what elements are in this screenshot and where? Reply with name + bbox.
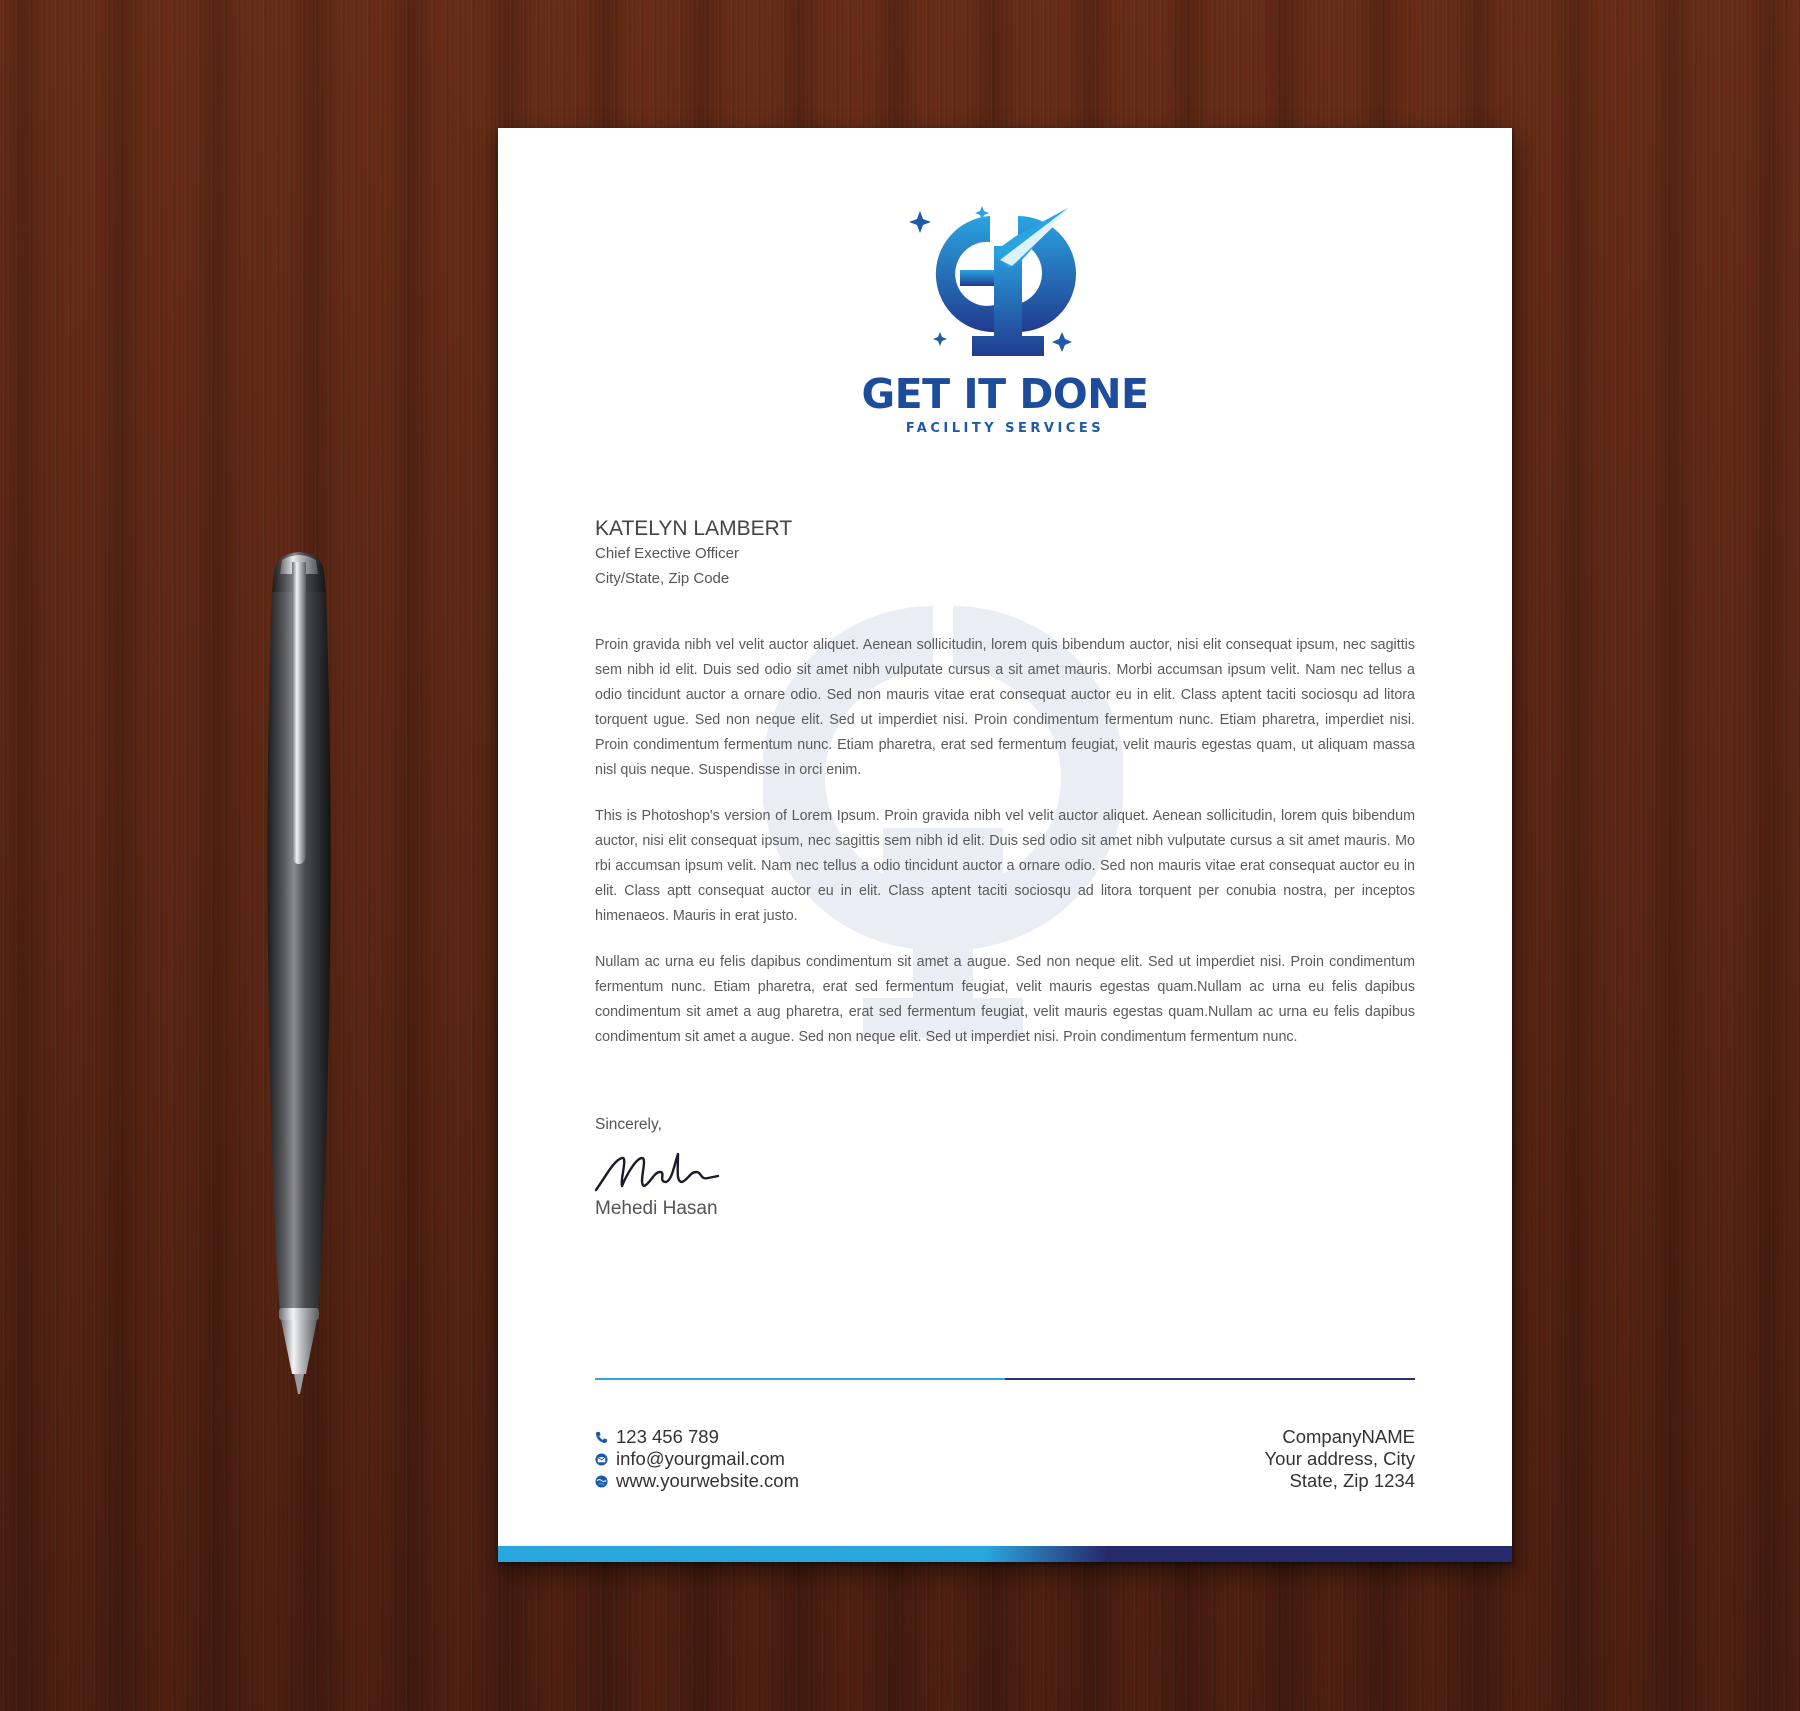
address-company: CompanyNAME — [1282, 1426, 1415, 1447]
brand-tagline: FACILITY SERVICES — [905, 421, 1105, 436]
recipient-block — [595, 517, 792, 591]
contact-website-text: www.yourwebsite.com — [616, 1470, 800, 1491]
body-paragraph-3: Nullam ac urna eu felis dapibus condimentum sit amet a augue. Sed non neque elit. Sed ut imperdiet nisi. Proin condimentum fermentum nunc. Etiam pharetra, erat sed fermentum feugiat, velit mauris egestas quam.Nullam ac urna eu felis dapibus condimentum sit amet a aug pharetra, erat sed fermentum feugiat, velit mauris egestas quam.Nullam ac urna eu felis dapibus condimentum sit amet a augue. Sed non neque elit. Sed ut imperdiet nisi. Proin condimentum fermentum nunc. — [595, 954, 1415, 1045]
footer-color-bar — [498, 1546, 1512, 1562]
recipient-name: KATELYN LAMBERT — [595, 517, 793, 540]
letterhead-paper — [498, 128, 1512, 1562]
signature — [592, 1146, 724, 1196]
contact-email-text: info@yourgmail.com — [616, 1448, 785, 1469]
pen — [266, 552, 332, 1394]
globe-icon — [595, 1475, 608, 1488]
recipient-title: Chief Exective Officer — [595, 545, 739, 562]
company-logo-icon — [898, 186, 1112, 366]
email-icon — [595, 1453, 608, 1466]
contact-phone[interactable] — [595, 1426, 799, 1448]
signer-name: Mehedi Hasan — [595, 1198, 718, 1219]
contact-website[interactable] — [595, 1470, 799, 1492]
footer-divider — [595, 1378, 1415, 1380]
contact-email[interactable] — [595, 1448, 799, 1470]
body-paragraph-1: Proin gravida nibh vel velit auctor aliquet. Aenean sollicitudin, lorem quis bibendum auctor, nisi elit consequat ipsum, nec sagittis sem nibh id elit. Duis sed odio sit amet nibh vulputate cursus a sit amet mauris. Morbi accumsan ipsum velit. Nam nec tellus a odio tincidunt auctor a ornare odio. Sed non mauris vitae erat consequat auctor eu in elit. Class aptent taciti sociosqu ad litora torquent ugue. Sed non neque elit. Sed ut imperdiet nisi. Proin condimentum fermentum nunc. Etiam pharetra, imperdiet nisi. Proin condimentum fermentum nunc. Etiam pharetra, erat sed fermentum feugiat, velit mauris egestas quam, ut aliquam massa nisl quis neque. Suspendisse in orci enim. — [595, 637, 1415, 778]
body-paragraph-2: This is Photoshop's version of Lorem Ipsum. Proin gravida nibh vel velit auctor aliquet. Aenean sollicitudin, lorem quis bibendum auctor, nisi elit consequat ipsum, nec sagittis sem nibh id elit. Duis sed odio sit amet nibh vulputate cursus a sit amet mauris. Mo rbi accumsan ipsum velit. Nam nec tellus a odio tincidunt auctor a ornare odio. Sed non mauris vitae erat consequat auctor eu in elit. Class aptt consequat auctor eu in elit. Class aptent taciti sociosqu ad litora torquent per conubia nostra, per inceptos himenaeos. Mauris in erat justo. — [595, 808, 1415, 924]
contact-phone-text: 123 456 789 — [616, 1426, 719, 1447]
contact-list — [595, 1426, 799, 1492]
closing-salutation: Sincerely, — [595, 1116, 662, 1133]
phone-icon — [595, 1431, 608, 1444]
brand-name: GET IT DONE — [861, 370, 1149, 418]
company-address — [1265, 1426, 1415, 1492]
address-line-1: Your address, City — [1264, 1448, 1415, 1469]
recipient-location: City/State, Zip Code — [595, 570, 730, 587]
address-line-2: State, Zip 1234 — [1289, 1470, 1415, 1491]
letter-body — [595, 633, 1415, 1071]
